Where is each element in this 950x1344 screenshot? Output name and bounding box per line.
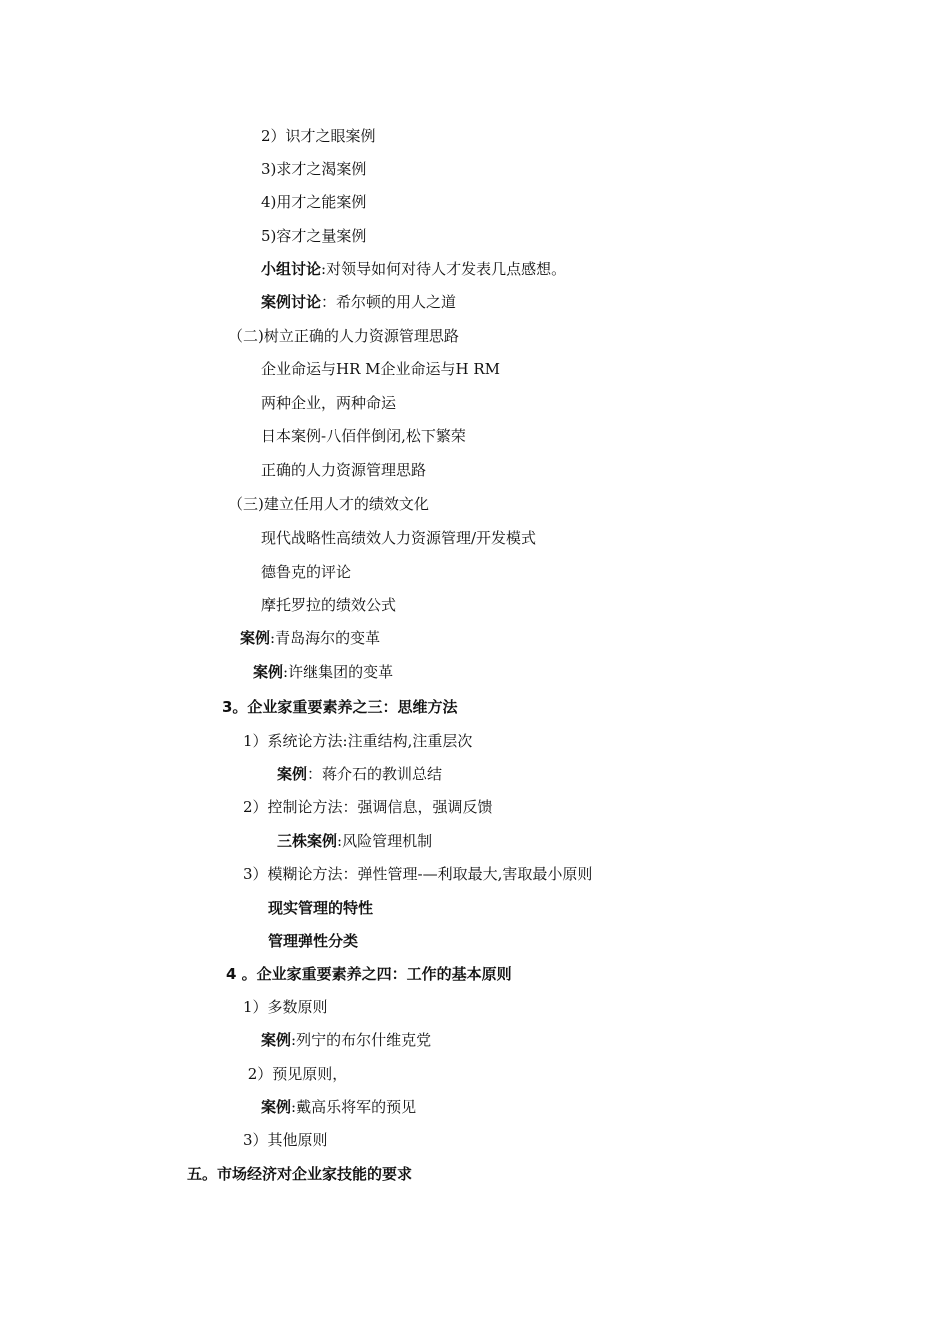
text-line: 案例讨论：希尔顿的用人之道	[261, 293, 457, 311]
text-line: 2）识才之眼案例	[261, 127, 376, 145]
text-line: 3)求才之渴案例	[261, 160, 367, 178]
text-line: 现实管理的特性	[268, 899, 374, 917]
text-line: 案例:戴高乐将军的预见	[261, 1098, 417, 1116]
text-line: 3）模糊论方法：弹性管理-—利取最大,害取最小原则	[243, 865, 593, 883]
text-line: 摩托罗拉的绩效公式	[261, 596, 397, 614]
text-line: 4)用才之能案例	[261, 193, 367, 211]
text-line: 日本案例-八佰伴倒闭,松下繁荣	[261, 427, 466, 445]
text-line: 小组讨论:对领导如何对待人才发表几点感想。	[261, 260, 567, 278]
text-line: 三株案例:风险管理机制	[277, 832, 433, 850]
text-line: 案例：蒋介石的教训总结	[277, 765, 443, 783]
text-line: 2）预见原则，	[243, 1065, 348, 1083]
text-line: 案例:列宁的布尔什维克党	[261, 1031, 432, 1049]
section-heading: 3。企业家重要素养之三：思维方法	[222, 698, 458, 716]
chapter-heading: 五。市场经济对企业家技能的要求	[187, 1165, 413, 1183]
text-line: 德鲁克的评论	[261, 563, 352, 581]
text-line: 1）系统论方法:注重结构,注重层次	[243, 732, 473, 750]
text-line: 正确的人力资源管理思路	[261, 461, 427, 479]
text-line: 2）控制论方法：强调信息，强调反馈	[243, 798, 493, 816]
text-line: 5)容才之量案例	[261, 227, 367, 245]
section-heading: （三)建立任用人才的绩效文化	[228, 495, 429, 513]
text-line: 两种企业，两种命运	[261, 394, 397, 412]
text-line: 案例:青岛海尔的变革	[240, 629, 381, 647]
text-line: 现代战略性高绩效人力资源管理/开发模式	[261, 529, 537, 547]
text-line: 管理弹性分类	[268, 932, 359, 950]
section-heading: （二)树立正确的人力资源管理思路	[228, 327, 459, 345]
section-heading: 4 。企业家重要素养之四：工作的基本原则	[226, 965, 512, 983]
text-line: 案例:许继集团的变革	[253, 663, 394, 681]
text-line: 企业命运与HR M企业命运与H RM	[261, 360, 501, 378]
text-line: 1）多数原则	[243, 998, 328, 1016]
text-line: 3）其他原则	[243, 1131, 328, 1149]
